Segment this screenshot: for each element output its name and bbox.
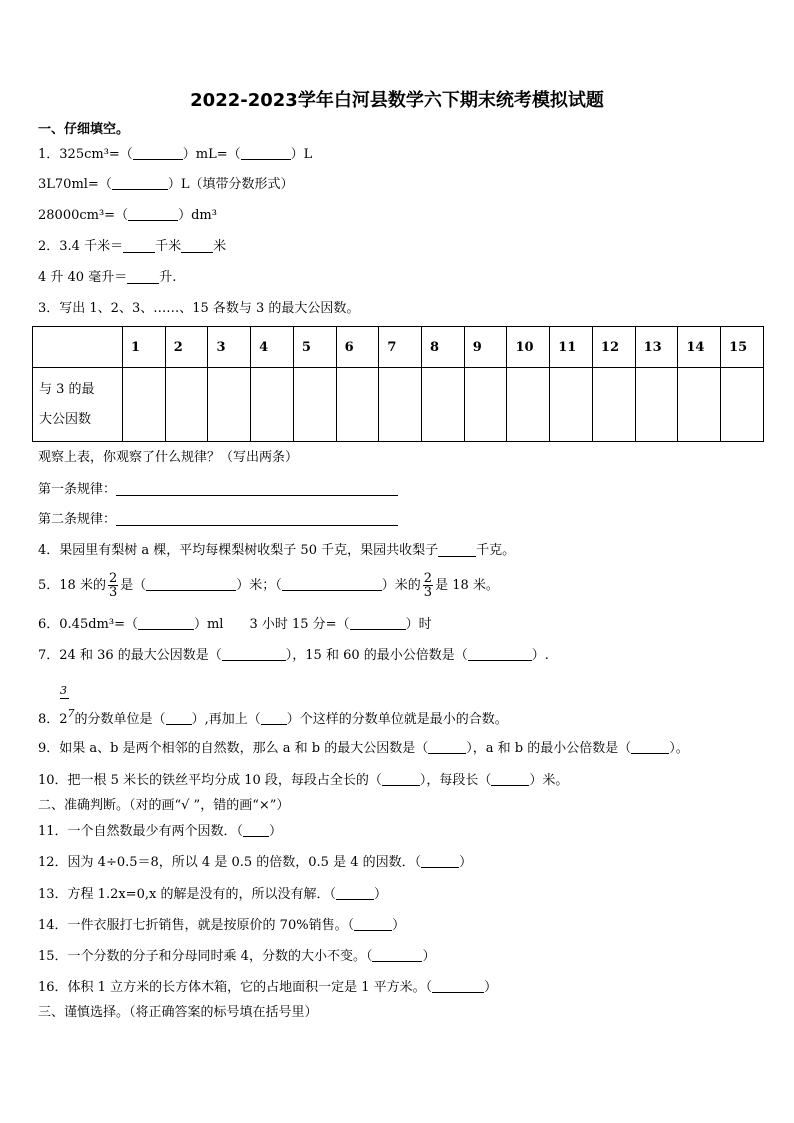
question-8: 8．$2^7$的分数单位是（ ）,再加上（ ）个这样的分数单位就是最小的合数。 [38,707,508,727]
answer-cell[interactable] [422,368,465,442]
question-11: 11．一个自然数最少有两个因数．（ ） [38,824,283,839]
question-15: 15．一个分数的分子和分母同时乘 4，分数的大小不变。（ ） [38,949,436,964]
question-9: 9．如果 a、b 是两个相邻的自然数，那么 a 和 b 的最大公因数是（ ），a 和 b 的最小公倍数是（ ）。 [38,741,689,756]
section-2-heading: 二、准确判断。（对的画“√ ”，错的画“×”） [38,798,290,813]
table-header-cell: 13 [635,327,678,368]
answer-cell[interactable] [550,368,593,442]
question-6: 6．0.45dm³=（ ）ml 3 小时 15 分=（ ）时 [38,617,432,632]
answer-cell[interactable] [336,368,379,442]
answer-cell[interactable] [592,368,635,442]
question-14: 14．一件衣服打七折销售，就是按原价的 70%销售。（ ） [38,918,406,933]
table-header-cell: 2 [165,327,208,368]
table-header-cell: 11 [550,327,593,368]
question-10: 10．把一根 5 米长的铁丝平均分成 10 段，每段占全长的（ ），每段长（ ）米。 [38,773,569,788]
table-header-cell: 14 [678,327,721,368]
table-header-cell: 3 [208,327,251,368]
table-header-cell: 8 [422,327,465,368]
table-header-cell: 10 [507,327,550,368]
page-title: 2022-2023学年白河县数学六下期末统考模拟试题 [190,90,604,111]
rule-1-line: 第一条规律： [38,481,398,499]
question-7: 7．24 和 36 的最大公因数是（ ），15 和 60 的最小公倍数是（ ）. [38,648,549,663]
answer-cell[interactable] [379,368,422,442]
question-12: 12．因为 4÷0.5＝8，所以 4 是 0.5 的倍数，0.5 是 4 的因数．（ ） [38,855,473,870]
table-header-cell: 6 [336,327,379,368]
rule-2-line: 第二条规律： [38,511,398,529]
question-16: 16．体积 1 立方米的长方体木箱，它的占地面积一定是 1 平方米。（ ） [38,980,498,995]
answer-cell[interactable] [293,368,336,442]
fraction-two-thirds: $\frac{2}{3}$ [108,571,118,600]
table-header-cell: 4 [251,327,294,368]
question-3: 3．写出 1、2、3、……、15 各数与 3 的最大公因数。 [38,301,360,316]
question-1b: 3L70ml=（ ）L（填带分数形式） [38,177,294,192]
answer-cell[interactable] [208,368,251,442]
table-header-cell: 12 [592,327,635,368]
question-1a: 1．325cm³=（ ）mL=（ ）L [38,147,313,162]
table-header-row [33,327,764,368]
answer-cell[interactable] [251,368,294,442]
section-3-heading: 三、谨慎选择。（将正确答案的标号填在括号里） [38,1005,318,1020]
answer-cell[interactable] [635,368,678,442]
q8-fraction-bar [60,698,69,699]
q8-fraction-numerator: 3 [60,684,67,697]
table-header-cell: 9 [464,327,507,368]
table-header-cell: 5 [293,327,336,368]
gcd-table [32,326,764,442]
answer-cell[interactable] [507,368,550,442]
table-header-cell: 1 [123,327,166,368]
answer-cell[interactable] [464,368,507,442]
table-answer-row [33,368,764,442]
question-1c: 28000cm³=（ ）dm³ [38,208,217,223]
question-13: 13．方程 1.2x=0,x 的解是没有的，所以没有解．（ ） [38,887,387,902]
table-header-cell: 15 [721,327,764,368]
question-2b: 4 升 40 毫升＝ 升. [38,270,177,285]
answer-cell[interactable] [165,368,208,442]
question-4: 4．果园里有梨树 a 棵，平均每棵梨树收梨子 50 千克，果园共收梨子 千克。 [38,543,516,558]
table-header-cell: 7 [379,327,422,368]
table-row-label: 与 3 的最 大公因数 [33,368,123,442]
answer-cell[interactable] [678,368,721,442]
question-5: 5．18 米的 $\frac{2}{3}$ 是（ ）米；（ ）米的 $\frac{2}{3}$ 是 18 米。 [38,571,499,600]
answer-cell[interactable] [123,368,166,442]
question-2a: 2．3.4 千米＝ 千米 米 [38,239,227,254]
question-3-observe: 观察上表，你观察了什么规律？（写出两条） [38,450,299,465]
table-corner-cell [33,327,123,368]
answer-cell[interactable] [721,368,764,442]
section-1-heading: 一、仔细填空。 [38,122,130,137]
fraction-two-thirds: $\frac{2}{3}$ [423,571,433,600]
